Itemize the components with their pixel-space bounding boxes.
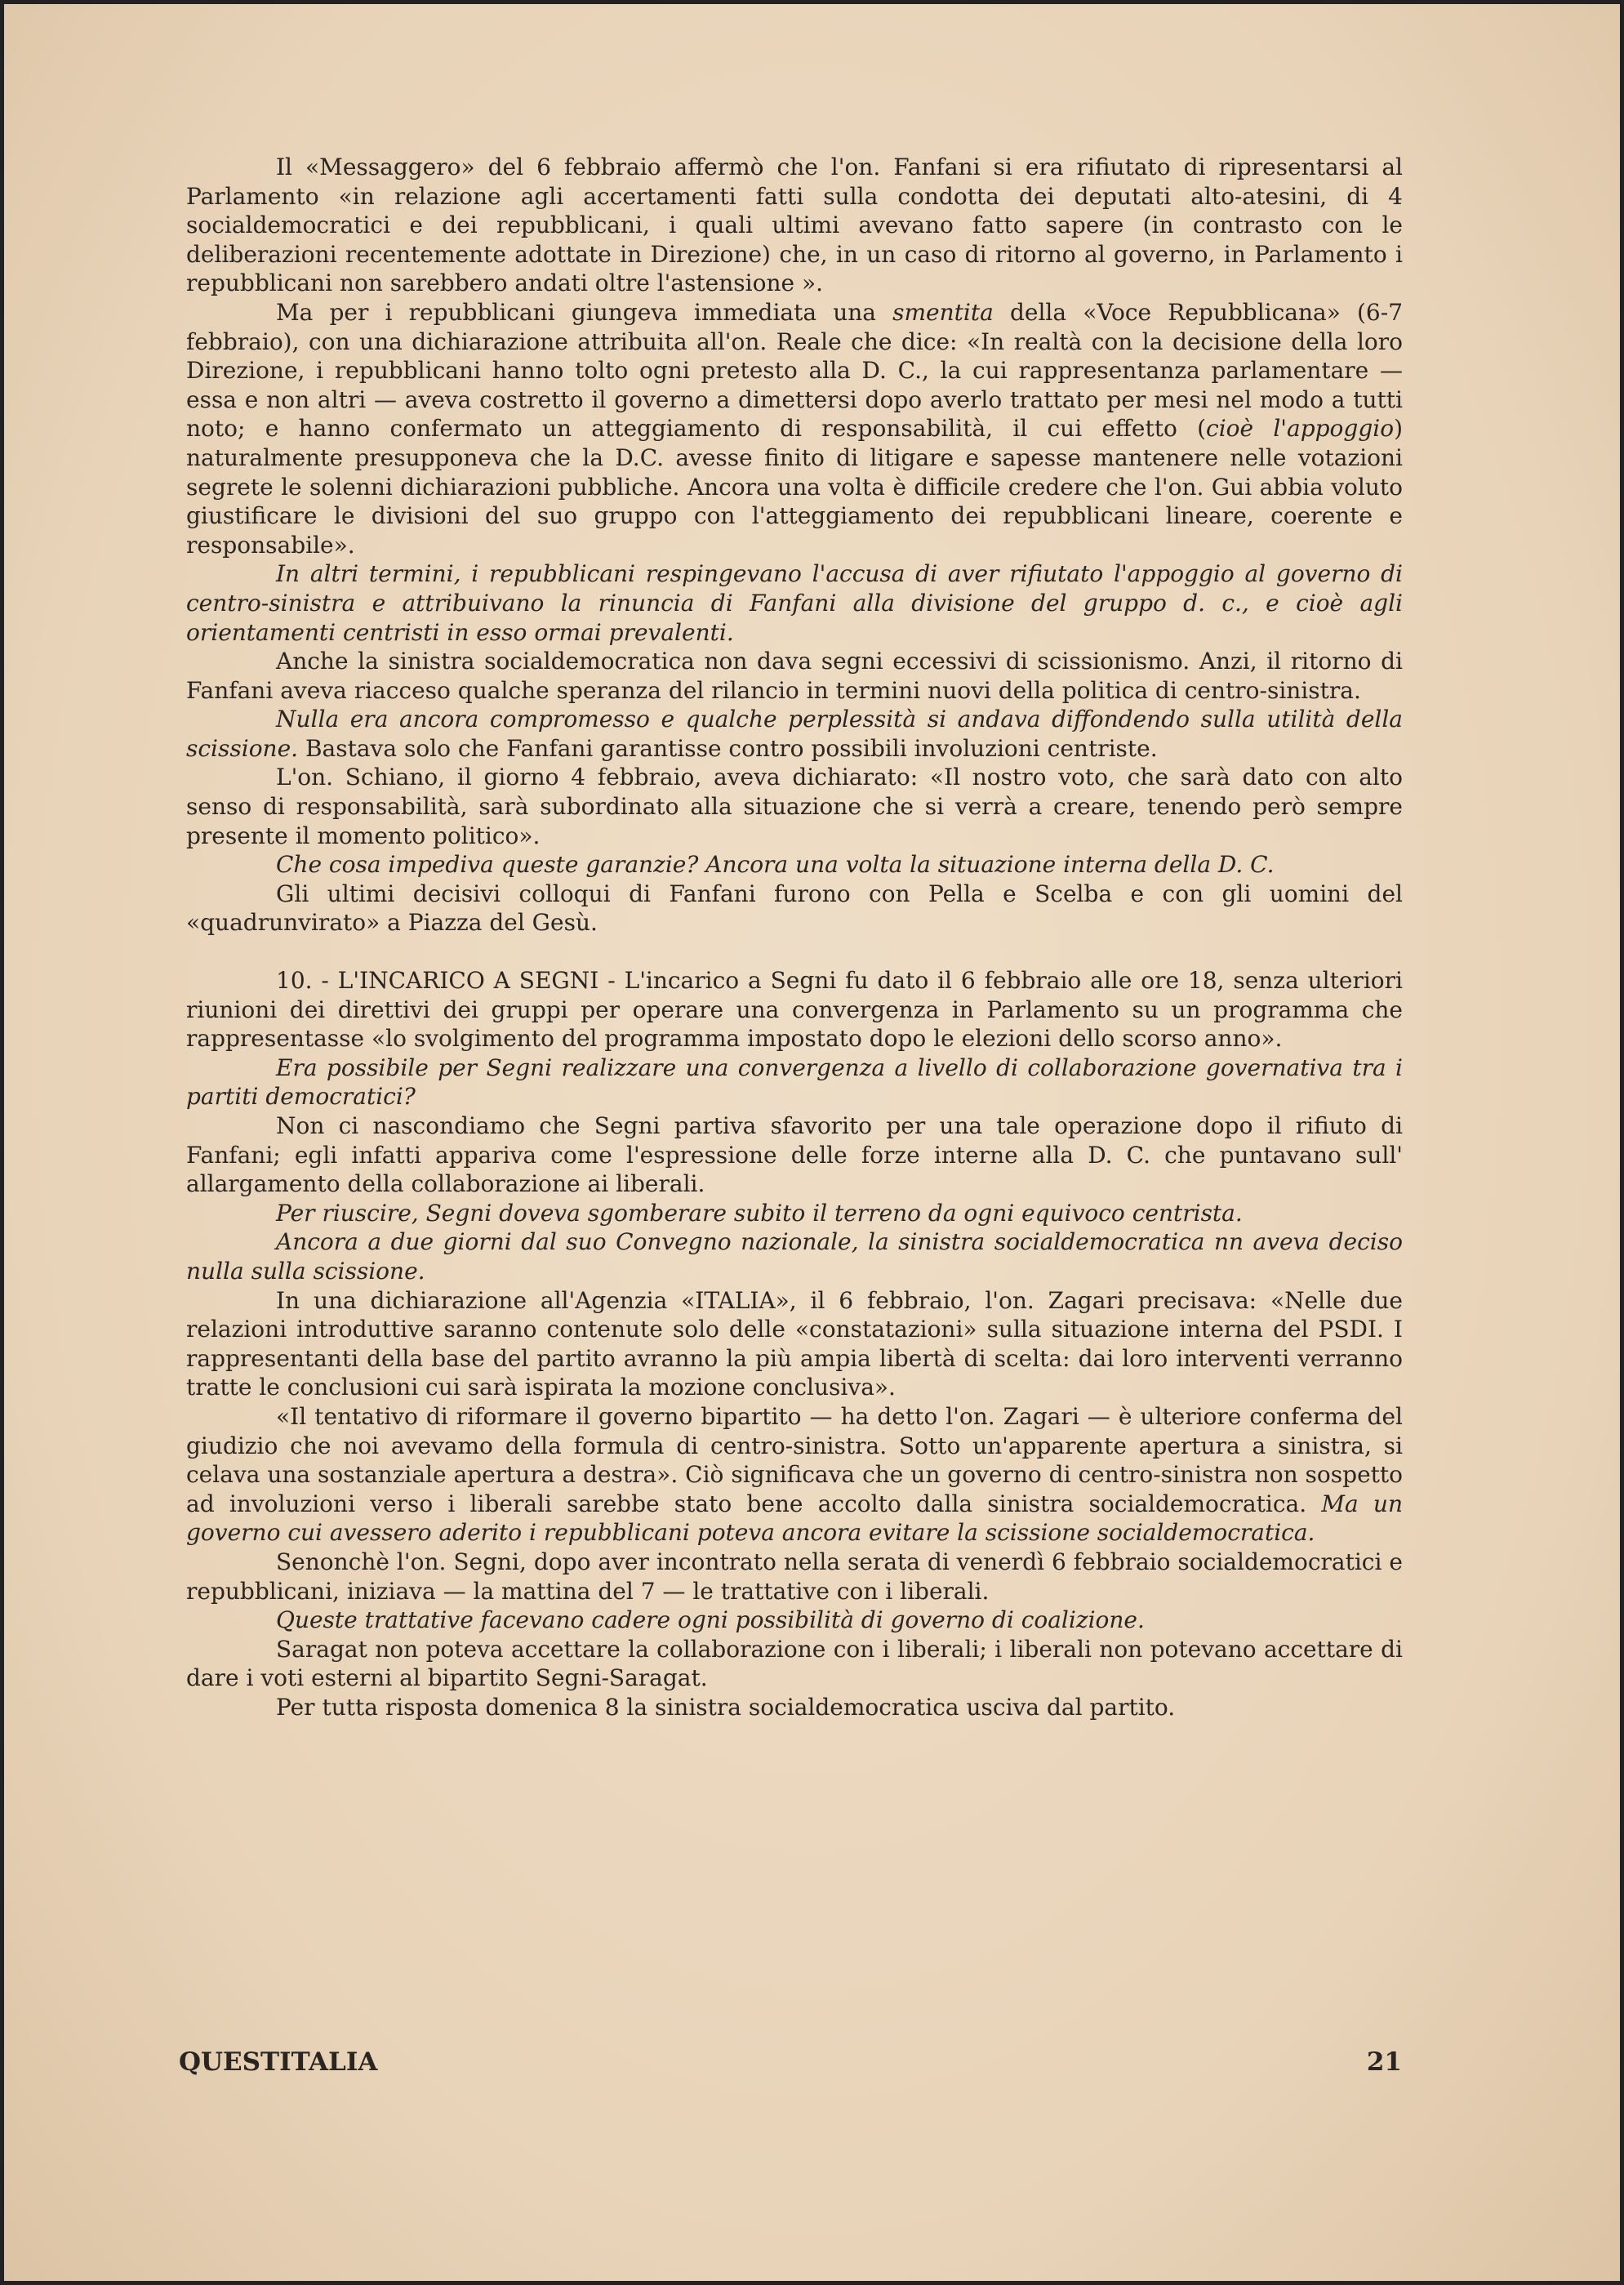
text-run: Gli ultimi decisivi colloqui di Fanfani furono con Pella e Scelba e con gli uomini del «quadrunvirato» a Piazza del Gesù. — [186, 880, 1403, 937]
italic-text-run: cioè l'appoggio — [1206, 415, 1395, 443]
text-run: L'on. Schiano, il giorno 4 febbraio, aveva dichiarato: «Il nostro voto, che sarà dato con alto senso di responsabilità, sarà subordinato alla situazione che si verrà a creare, tenendo però sempre presente il momento politico». — [186, 764, 1403, 849]
text-run: Saragat non poteva accettare la collaborazione con i liberali; i liberali non potevano accettare di dare i voti esterni al bipartito Segni-Saragat. — [186, 1635, 1403, 1692]
section-heading-paragraph — [186, 966, 1403, 1053]
text-run: Per tutta risposta domenica 8 la sinistra socialdemocratica usciva dal partito. — [276, 1693, 1176, 1721]
italic-text-run: smentita — [892, 298, 994, 326]
text-run: In una dichiarazione all'Agenzia «ITALIA», il 6 febbraio, l'on. Zagari precisava: «Nelle due relazioni introduttive saranno contenute solo delle «constatazioni» sulla situazione interna del PSDI. I rappresentanti della base del partito avranno la più ampia libertà di scelta: dai loro interventi verranno tratte le conclusioni cui sarà ispirata la mozione conclusiva». — [186, 1286, 1403, 1401]
paragraph — [186, 1402, 1403, 1548]
paragraph — [186, 1111, 1403, 1199]
publication-name: QUESTITALIA — [179, 2047, 378, 2077]
paragraph — [186, 1199, 1403, 1228]
paragraph — [186, 298, 1403, 559]
paragraph — [186, 850, 1403, 880]
italic-text-run: Ma un governo cui avessero aderito i repubblicani poteva ancora evitare la scissione socialdemocratica. — [186, 1490, 1403, 1547]
italic-text-run: In altri termini, i repubblicani respingevano l'accusa di aver rifiutato l'appoggio al governo di centro-sinistra e attribuivano la rinuncia di Fanfani alla divisione del gruppo d. c., e cioè agli orientamenti centristi in esso ormai prevalenti. — [186, 560, 1403, 646]
text-run: «Il tentativo di riformare il governo bipartito — ha detto l'on. Zagari — è ulteriore conferma del giudizio che noi avevamo della formula di centro-sinistra. Sotto un'apparente apertura a sinistra, si celava una sostanziale apertura a destra». Ciò significava che un governo di centro-sinistra non sospetto ad involuzioni verso i liberali sarebbe stato bene accolto dalla sinistra socialdemocratica. — [186, 1402, 1403, 1517]
page-number: 21 — [1366, 2047, 1402, 2077]
paragraph — [186, 880, 1403, 938]
italic-text-run: Nulla era ancora compromesso e qualche perplessità si andava diffondendo sulla utilità della scissione. — [186, 706, 1403, 762]
text-run: Bastava solo che Fanfani garantisse contro possibili involuzioni centriste. — [298, 734, 1158, 762]
paragraph — [186, 1693, 1403, 1722]
paragraph — [186, 1227, 1403, 1285]
text-run: 10. - L'INCARICO A SEGNI - L'incarico a Segni fu dato il 6 febbraio alle ore 18, senza ulteriori riunioni dei direttivi dei gruppi per operare una convergenza in Parlamento su un programma che rappresentasse «lo svolgimento del programma impostato dopo le elezioni dello scorso anno». — [186, 967, 1403, 1053]
paragraph — [186, 1053, 1403, 1111]
text-run: Non ci nascondiamo che Segni partiva sfavorito per una tale operazione dopo il rifiuto di Fanfani; egli infatti appariva come l'espressione delle forze interne alla D. C. che puntavano sull' allargamento della collaborazione ai liberali. — [186, 1112, 1403, 1198]
paragraph — [186, 763, 1403, 850]
text-run: Ma per i repubblicani giungeva immediata una — [276, 298, 893, 326]
paragraph — [186, 705, 1403, 763]
paragraph — [186, 1286, 1403, 1402]
paragraph — [186, 1548, 1403, 1606]
italic-text-run: Per riuscire, Segni doveva sgomberare subito il terreno da ogni equivoco centrista. — [276, 1199, 1243, 1227]
text-run: della «Voce Repubblicana» (6-7 febbraio), con una dichiarazione attribuita all'on. Reale che dice: «In realtà con la decisione della loro Direzione, i repubblicani hanno tolto ogni pretesto alla D. C., la cui rappresentanza parlamentare — essa e non altri — aveva costretto il governo a dimettersi dopo averlo trattato per mesi nel modo a tutti noto; e hanno confermato un atteggiamento di responsabilità, il cui effetto ( — [186, 298, 1404, 443]
paragraph — [186, 1606, 1403, 1635]
text-run: Il «Messaggero» del 6 febbraio affermò che l'on. Fanfani si era rifiutato di ripresentarsi al Parlamento «in relazione agli accertamenti fatti sulla condotta dei deputati alto-atesini, di 4 socialdemocratici e dei repubblicani, i quali ultimi avevano fatto sapere (in contrasto con le deliberazioni recentemente adottate in Direzione) che, in un caso di ritorno al governo, in Parlamento i repubblicani non sarebbero andati oltre l'astensione ». — [186, 154, 1403, 297]
page-footer — [179, 2047, 1402, 2077]
paragraph — [186, 559, 1403, 647]
italic-text-run: Queste trattative facevano cadere ogni possibilità di governo di coalizione. — [276, 1606, 1145, 1634]
italic-text-run: Ancora a due giorni dal suo Convegno nazionale, la sinistra socialdemocratica nn aveva deciso nulla sulla scissione. — [186, 1228, 1403, 1285]
paragraph — [186, 647, 1403, 705]
text-run: Senonchè l'on. Segni, dopo aver incontrato nella serata di venerdì 6 febbraio socialdemocratici e repubblicani, iniziava — la mattina del 7 — le trattative con i liberali. — [186, 1548, 1403, 1605]
paragraph — [186, 153, 1403, 298]
paragraph — [186, 1635, 1403, 1693]
italic-text-run: Era possibile per Segni realizzare una convergenza a livello di collaborazione governativa tra i partiti democratici? — [186, 1053, 1403, 1111]
text-run: Anche la sinistra socialdemocratica non dava segni eccessivi di scissionismo. Anzi, il ritorno di Fanfani aveva riacceso qualche speranza del rilancio in termini nuovi della politica di centro-sinistra. — [186, 648, 1403, 704]
text-run: ) naturalmente presupponeva che la D.C. avesse finito di litigare e sapesse mantenere nelle votazioni segrete le solenni dichiarazioni pubbliche. Ancora una volta è difficile credere che l'on. Gui abbia voluto giustificare le divisioni del suo gruppo con l'atteggiamento dei repubblicani lineare, coerente e responsabile». — [186, 415, 1403, 559]
italic-text-run: Che cosa impediva queste garanzie? Ancora una volta la situazione interna della D. C. — [276, 851, 1275, 879]
article-body — [186, 153, 1403, 1722]
